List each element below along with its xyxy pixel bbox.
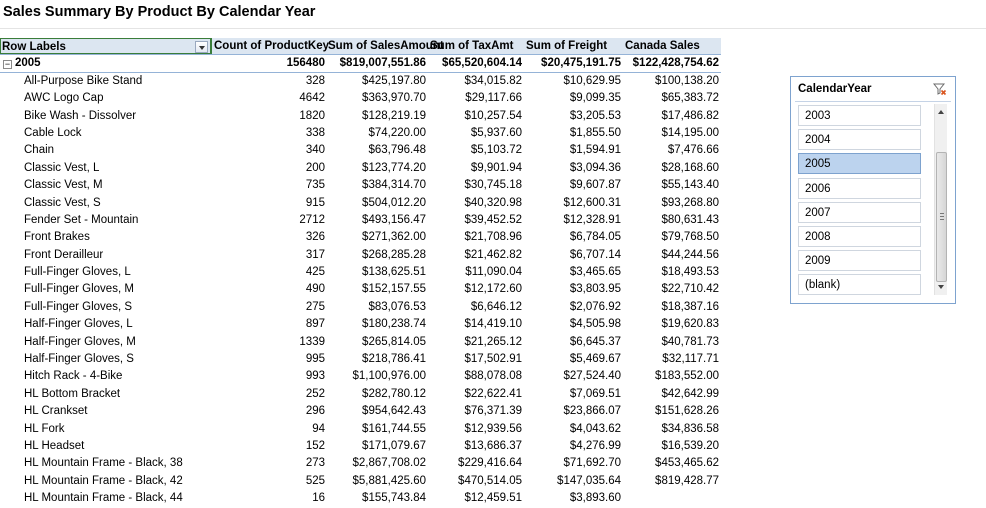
canada-sales-cell[interactable]: $32,117.71 (662, 353, 719, 366)
sum-freight-cell[interactable]: $147,035.64 (557, 474, 621, 487)
sum-freight-cell[interactable]: $1,594.91 (569, 144, 621, 157)
scroll-up-arrow-icon[interactable] (938, 110, 944, 114)
sum-taxamt-cell[interactable]: $12,939.56 (464, 422, 522, 435)
pivot-row (0, 177, 721, 194)
canada-sales-cell[interactable]: $819,428.77 (655, 474, 719, 487)
slicer-scrollbar[interactable] (934, 104, 947, 295)
sum-salesamount-cell[interactable]: $218,786.41 (362, 353, 426, 366)
count-productkey-cell[interactable]: 328 (305, 74, 325, 87)
sum-salesamount-cell[interactable]: $954,642.43 (362, 405, 426, 418)
sum-taxamt-cell[interactable]: $39,452.52 (464, 213, 522, 226)
count-productkey-cell[interactable]: 425 (305, 266, 325, 279)
pivot-row (0, 142, 721, 159)
sum-freight-cell[interactable]: $3,893.60 (569, 492, 621, 505)
sum-freight-cell[interactable]: $3,205.53 (569, 109, 621, 122)
clear-filter-icon[interactable] (933, 82, 947, 96)
sum-taxamt-cell[interactable]: $9,901.94 (470, 161, 522, 174)
count-productkey-cell[interactable]: 915 (305, 196, 325, 209)
sum-taxamt-cell[interactable]: $6,646.12 (470, 300, 522, 313)
count-productkey-cell[interactable]: 273 (305, 457, 325, 470)
count-productkey-cell[interactable]: 326 (305, 231, 325, 244)
count-productkey-cell[interactable]: 897 (305, 318, 325, 331)
sum-taxamt-cell[interactable]: $11,090.04 (465, 266, 522, 279)
canada-sales-cell[interactable]: $7,476.66 (667, 144, 719, 157)
slicer-item-2008[interactable]: 2008 (798, 226, 921, 247)
canada-sales-cell[interactable]: $18,493.53 (661, 266, 719, 279)
pivot-row (0, 73, 721, 90)
sum-freight-cell[interactable]: $4,043.62 (569, 422, 621, 435)
pivot-row (0, 316, 721, 333)
sum-freight-cell[interactable]: $27,524.40 (563, 370, 621, 383)
sum-taxamt-cell[interactable]: $17,502.91 (464, 353, 522, 366)
pivot-body (0, 73, 721, 508)
count-productkey-cell[interactable]: 296 (305, 405, 325, 418)
sum-freight-cell[interactable]: $6,707.14 (569, 248, 621, 261)
sum-taxamt-cell[interactable]: $13,686.37 (464, 439, 522, 452)
sum-salesamount-cell[interactable]: $152,157.55 (362, 283, 426, 296)
count-productkey-cell[interactable]: 2712 (299, 213, 325, 226)
sum-freight-cell[interactable]: $2,076.92 (569, 300, 621, 313)
canada-sales-cell[interactable]: $14,195.00 (661, 126, 719, 139)
product-name-cell[interactable]: HL Bottom Bracket (24, 387, 121, 400)
product-name-cell[interactable]: Full-Finger Gloves, S (24, 300, 133, 313)
sum-freight-cell[interactable]: $5,469.67 (569, 353, 621, 366)
pivot-row (0, 438, 721, 455)
canada-sales-cell[interactable]: $18,387.16 (661, 300, 719, 313)
year-total-count[interactable]: 156480 (286, 57, 325, 70)
product-name-cell[interactable]: HL Mountain Frame - Black, 38 (24, 457, 183, 470)
sum-salesamount-cell[interactable]: $265,814.05 (362, 335, 426, 348)
product-name-cell[interactable]: HL Mountain Frame - Black, 42 (24, 474, 183, 487)
sum-taxamt-cell[interactable]: $12,459.51 (464, 492, 522, 505)
sum-salesamount-cell[interactable]: $282,780.12 (362, 387, 426, 400)
canada-sales-cell[interactable]: $183,552.00 (655, 370, 719, 383)
sum-salesamount-cell[interactable]: $155,743.84 (362, 492, 426, 505)
sum-salesamount-cell[interactable]: $2,867,708.02 (352, 457, 426, 470)
product-name-cell[interactable]: Fender Set - Mountain (24, 213, 139, 226)
sum-freight-cell[interactable]: $10,629.95 (563, 74, 621, 87)
slicer-item-2005[interactable]: 2005 (798, 153, 921, 174)
slicer-item-2003[interactable]: 2003 (798, 105, 921, 126)
sum-freight-cell[interactable]: $3,094.36 (569, 161, 621, 174)
pivot-row (0, 229, 721, 246)
pivot-row (0, 299, 721, 316)
count-productkey-cell[interactable]: 995 (305, 353, 325, 366)
product-name-cell[interactable]: AWC Logo Cap (24, 92, 104, 105)
sum-salesamount-cell[interactable]: $268,285.28 (362, 248, 426, 261)
canada-sales-cell[interactable]: $80,631.43 (661, 213, 719, 226)
sum-freight-cell[interactable]: $6,645.37 (569, 335, 621, 348)
count-productkey-cell[interactable]: 16 (312, 492, 325, 505)
pivot-row (0, 108, 721, 125)
product-name-cell[interactable]: Full-Finger Gloves, M (24, 283, 134, 296)
product-name-cell[interactable]: HL Fork (24, 422, 65, 435)
sum-freight-cell[interactable]: $7,069.51 (569, 387, 621, 400)
sum-salesamount-cell[interactable]: $384,314.70 (362, 179, 426, 192)
count-productkey-cell[interactable]: 317 (305, 248, 325, 261)
product-name-cell[interactable]: HL Headset (24, 439, 85, 452)
pivot-row (0, 195, 721, 212)
sum-salesamount-cell[interactable]: $161,744.55 (362, 422, 426, 435)
count-productkey-cell[interactable]: 340 (305, 144, 325, 157)
product-name-cell[interactable]: Cable Lock (24, 126, 82, 139)
count-productkey-cell[interactable]: 252 (305, 387, 325, 400)
canada-sales-cell[interactable]: $100,138.20 (655, 74, 719, 87)
sum-taxamt-cell[interactable]: $30,745.18 (464, 179, 522, 192)
scrollbar-thumb[interactable] (936, 152, 947, 282)
product-name-cell[interactable]: Classic Vest, M (24, 179, 103, 192)
sum-freight-cell[interactable]: $3,465.65 (569, 266, 621, 279)
sum-salesamount-cell[interactable]: $504,012.20 (362, 196, 426, 209)
year-total-sales[interactable]: $819,007,551.86 (339, 57, 426, 70)
product-name-cell[interactable]: Half-Finger Gloves, M (24, 335, 136, 348)
product-name-cell[interactable]: HL Mountain Frame - Black, 44 (24, 492, 183, 505)
sum-taxamt-cell[interactable]: $5,103.72 (470, 144, 522, 157)
header-sum-salesamount[interactable]: Sum of SalesAmount (328, 40, 444, 52)
sum-salesamount-cell[interactable]: $128,219.19 (362, 109, 426, 122)
pivot-row (0, 160, 721, 177)
pivot-row (0, 264, 721, 281)
sum-taxamt-cell[interactable]: $470,514.05 (458, 474, 522, 487)
count-productkey-cell[interactable]: 525 (305, 474, 325, 487)
pivot-row (0, 351, 721, 368)
product-name-cell[interactable]: All-Purpose Bike Stand (24, 74, 143, 87)
header-sum-freight[interactable]: Sum of Freight (526, 40, 608, 52)
calendar-year-slicer[interactable] (790, 76, 956, 304)
sum-salesamount-cell[interactable]: $83,076.53 (368, 300, 426, 313)
count-productkey-cell[interactable]: 4642 (299, 92, 325, 105)
count-productkey-cell[interactable]: 1339 (299, 335, 325, 348)
sum-salesamount-cell[interactable]: $493,156.47 (362, 213, 426, 226)
slicer-title-divider (795, 101, 951, 102)
header-canada-sales[interactable]: Canada Sales (625, 40, 700, 52)
pivot-row (0, 490, 721, 507)
sum-taxamt-cell[interactable]: $229,416.64 (458, 457, 522, 470)
scrollbar-grip-icon (940, 213, 944, 220)
sum-taxamt-cell[interactable]: $29,117.66 (465, 92, 522, 105)
product-name-cell[interactable]: HL Crankset (24, 405, 88, 418)
year-total-canada-sales[interactable]: $122,428,754.62 (632, 57, 719, 70)
sum-taxamt-cell[interactable]: $14,419.10 (464, 318, 522, 331)
scroll-down-arrow-icon[interactable] (938, 285, 944, 289)
sum-taxamt-cell[interactable]: $40,320.98 (464, 196, 522, 209)
pivot-row (0, 247, 721, 264)
canada-sales-cell[interactable]: $40,781.73 (661, 335, 719, 348)
product-name-cell[interactable]: Hitch Rack - 4-Bike (24, 370, 123, 383)
sum-freight-cell[interactable]: $12,600.31 (563, 196, 621, 209)
sum-freight-cell[interactable]: $4,505.98 (569, 318, 621, 331)
sum-salesamount-cell[interactable]: $138,625.51 (362, 266, 426, 279)
canada-sales-cell[interactable]: $34,836.58 (661, 422, 719, 435)
pivot-row (0, 455, 721, 472)
pivot-row (0, 212, 721, 229)
sum-taxamt-cell[interactable]: $10,257.54 (464, 109, 522, 122)
title-divider (0, 28, 986, 29)
count-productkey-cell[interactable]: 993 (305, 370, 325, 383)
sum-taxamt-cell[interactable]: $76,371.39 (464, 405, 522, 418)
canada-sales-cell[interactable]: $16,539.20 (661, 439, 719, 452)
canada-sales-cell[interactable]: $19,620.83 (661, 318, 719, 331)
sum-taxamt-cell[interactable]: $34,015.82 (464, 74, 522, 87)
canada-sales-cell[interactable]: $28,168.60 (661, 161, 719, 174)
row-labels-filter-dropdown-icon[interactable] (195, 41, 208, 53)
sum-salesamount-cell[interactable]: $63,796.48 (368, 144, 426, 157)
sum-salesamount-cell[interactable]: $74,220.00 (368, 126, 426, 139)
year-group-label: 2005 (15, 57, 41, 70)
report-title: Sales Summary By Product By Calendar Year (3, 4, 316, 20)
sum-taxamt-cell[interactable]: $12,172.60 (464, 283, 522, 296)
pivot-row (0, 368, 721, 385)
sum-freight-cell[interactable]: $4,276.99 (569, 439, 621, 452)
product-name-cell[interactable]: Full-Finger Gloves, L (24, 266, 131, 279)
sum-taxamt-cell[interactable]: $5,937.60 (470, 126, 522, 139)
count-productkey-cell[interactable]: 275 (305, 300, 325, 313)
sum-freight-cell[interactable]: $9,607.87 (569, 179, 621, 192)
pivot-table[interactable] (0, 38, 721, 508)
header-sum-taxamt[interactable]: Sum of TaxAmt (430, 40, 514, 52)
pivot-row (0, 421, 721, 438)
canada-sales-cell[interactable]: $42,642.99 (661, 387, 719, 400)
slicer-item-2004[interactable]: 2004 (798, 129, 921, 150)
count-productkey-cell[interactable]: 94 (312, 422, 325, 435)
pivot-row (0, 125, 721, 142)
count-productkey-cell[interactable]: 735 (305, 179, 325, 192)
canada-sales-cell[interactable]: $93,268.80 (661, 196, 719, 209)
sum-salesamount-cell[interactable]: $123,774.20 (362, 161, 426, 174)
product-name-cell[interactable]: Classic Vest, L (24, 161, 100, 174)
canada-sales-cell[interactable]: $55,143.40 (661, 179, 719, 192)
year-group-label-cell (0, 55, 212, 71)
pivot-row (0, 403, 721, 420)
sum-freight-cell[interactable]: $1,855.50 (569, 126, 621, 139)
product-name-cell[interactable]: Front Brakes (24, 231, 90, 244)
sum-salesamount-cell[interactable]: $171,079.67 (362, 439, 426, 452)
product-name-cell[interactable]: Front Derailleur (24, 248, 104, 261)
year-group-row (0, 55, 721, 72)
sum-taxamt-cell[interactable]: $21,462.82 (464, 248, 522, 261)
product-name-cell[interactable]: Half-Finger Gloves, S (24, 353, 134, 366)
canada-sales-cell[interactable]: $22,710.42 (661, 283, 719, 296)
pivot-row (0, 386, 721, 403)
sum-taxamt-cell[interactable]: $21,265.12 (464, 335, 522, 348)
product-name-cell[interactable]: Bike Wash - Dissolver (24, 109, 137, 122)
sum-salesamount-cell[interactable]: $363,970.70 (362, 92, 426, 105)
count-productkey-cell[interactable]: 152 (305, 439, 325, 452)
slicer-item-2007[interactable]: 2007 (798, 202, 921, 223)
row-labels-header[interactable] (0, 38, 212, 54)
sum-salesamount-cell[interactable]: $1,100,976.00 (352, 370, 426, 383)
sum-salesamount-cell[interactable]: $5,881,425.60 (352, 474, 426, 487)
canada-sales-cell[interactable]: $79,768.50 (661, 231, 719, 244)
canada-sales-cell[interactable] (623, 490, 721, 507)
pivot-row (0, 281, 721, 298)
canada-sales-cell[interactable]: $65,383.72 (661, 92, 719, 105)
slicer-item-2009[interactable]: 2009 (798, 250, 921, 271)
product-name-cell[interactable]: Classic Vest, S (24, 196, 101, 209)
pivot-row (0, 334, 721, 351)
sum-salesamount-cell[interactable]: $180,238.74 (362, 318, 426, 331)
pivot-row (0, 473, 721, 490)
header-count-productkey[interactable]: Count of ProductKey (214, 40, 329, 52)
count-productkey-cell[interactable]: 338 (305, 126, 325, 139)
row-labels-text: Row Labels (2, 41, 66, 53)
sum-freight-cell[interactable]: $3,803.95 (569, 283, 621, 296)
sum-freight-cell[interactable]: $6,784.05 (569, 231, 621, 244)
canada-sales-cell[interactable]: $44,244.56 (661, 248, 719, 261)
sum-freight-cell[interactable]: $9,099.35 (569, 92, 621, 105)
sum-freight-cell[interactable]: $71,692.70 (563, 457, 621, 470)
canada-sales-cell[interactable]: $151,628.26 (655, 405, 719, 418)
pivot-row (0, 90, 721, 107)
collapse-minus-icon[interactable]: − (4, 59, 11, 70)
sum-salesamount-cell[interactable]: $425,197.80 (362, 74, 426, 87)
sum-freight-cell[interactable]: $12,328.91 (563, 213, 621, 226)
slicer-item-blank[interactable]: (blank) (798, 274, 921, 295)
year-total-tax[interactable]: $65,520,604.14 (442, 57, 522, 70)
count-productkey-cell[interactable]: 1820 (299, 109, 325, 122)
product-name-cell[interactable]: Half-Finger Gloves, L (24, 318, 133, 331)
slicer-item-2006[interactable]: 2006 (798, 178, 921, 199)
slicer-title: CalendarYear (798, 83, 872, 95)
canada-sales-cell[interactable]: $453,465.62 (655, 457, 719, 470)
sum-taxamt-cell[interactable]: $21,708.96 (464, 231, 522, 244)
sum-taxamt-cell[interactable]: $22,622.41 (464, 387, 522, 400)
sum-salesamount-cell[interactable]: $271,362.00 (362, 231, 426, 244)
count-productkey-cell[interactable]: 490 (305, 283, 325, 296)
sum-taxamt-cell[interactable]: $88,078.08 (464, 370, 522, 383)
count-productkey-cell[interactable]: 200 (305, 161, 325, 174)
product-name-cell[interactable]: Chain (24, 144, 55, 157)
pivot-header-row (0, 38, 721, 55)
sum-freight-cell[interactable]: $23,866.07 (563, 405, 621, 418)
year-total-freight[interactable]: $20,475,191.75 (541, 57, 621, 70)
canada-sales-cell[interactable]: $17,486.82 (661, 109, 719, 122)
